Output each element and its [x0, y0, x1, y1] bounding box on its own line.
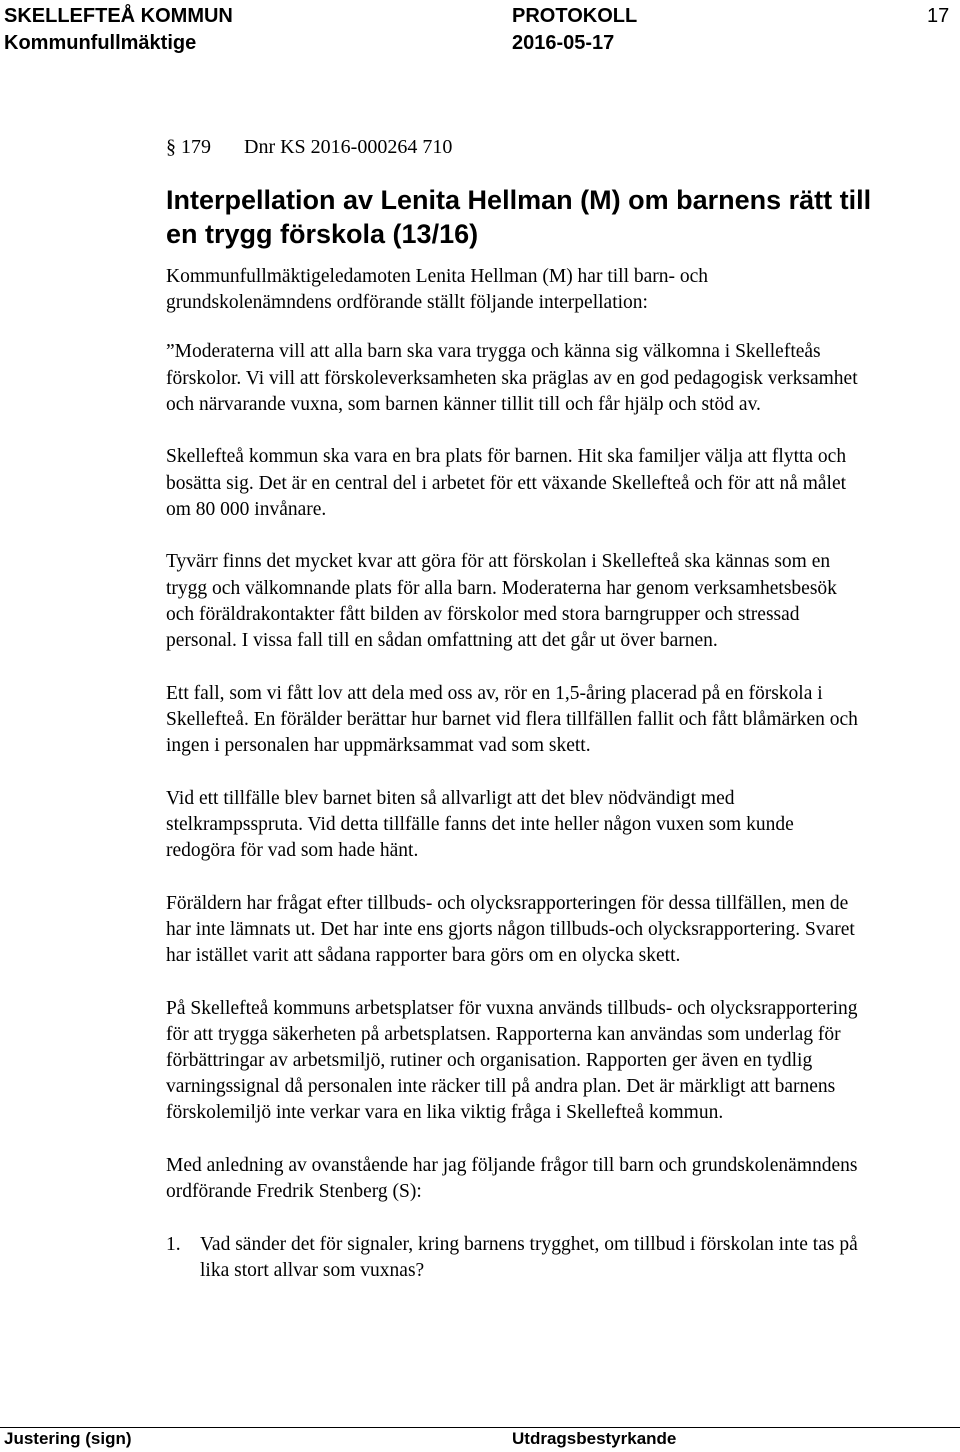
body-paragraph: ”Moderaterna vill att alla barn ska vara trygga och känna sig välkomna i Skellefteås förskolor. Vi vill att förskoleverksamheten ska präglas av en god pedagogisk verksamhet och närvarande vuxna, som barnen känner tillit till och får hjälp och stöd av.	[166, 341, 858, 415]
body-paragraph: Vid ett tillfälle blev barnet biten så allvarligt att det blev nödvändigt med stelkrampsspruta. Vid detta tillfälle fanns det inte heller någon vuxen som kunde redogöra för vad som hade hänt.	[166, 787, 794, 862]
header-body: Kommunfullmäktige	[4, 32, 197, 54]
footer-certification-label: Utdragsbestyrkande	[512, 1429, 677, 1448]
body-paragraph: Ett fall, som vi fått lov att dela med oss av, rör en 1,5-åring placerad på en förskola i Skellefteå. En förälder berättar hur barnet vid flera tillfällen fallit och fått blåmärken och ingen i personalen har uppmärksammat vad som skett.	[166, 682, 858, 757]
section-reference	[166, 135, 452, 159]
section-number: 179	[181, 136, 211, 158]
body-paragraph: På Skellefteå kommuns arbetsplatser för vuxna används tillbuds- och olycksrapportering för att trygga säkerheten på arbetsplatsen. Rapporterna kan användas som underlag för förbättringar av arbetsmiljö, rutiner och organisation. Rapporten ger även en tydlig varningssignal då personalen inte räcker till på andra plan. Det är märkligt att barnens förskolemiljö inte verkar vara en lika viktig fråga i Skellefteå kommun.	[166, 997, 858, 1124]
page-footer	[0, 1427, 960, 1452]
diary-number: Dnr KS 2016-000264 710	[244, 136, 453, 158]
question-number: 1.	[166, 1233, 181, 1255]
section-symbol: §	[166, 136, 176, 158]
intro-paragraph: Kommunfullmäktigeledamoten Lenita Hellman (M) har till barn- och grundskolenämndens ordförande ställt följande interpellation:	[166, 266, 709, 314]
question-text: Vad sänder det för signaler, kring barnens trygghet, om tillbud i förskolan inte tas på lika stort allvar som vuxnas?	[200, 1233, 858, 1282]
body-paragraph: Tyvärr finns det mycket kvar att göra för att förskolan i Skellefteå ska kännas som en trygg och välkomnande plats för alla barn. Moderaterna har genom verksamhetsbesök och föräldrakontakter fått bilden av förskolor med stora barngrupper och stressad personal. I vissa fall till en sådan omfattning att det går ut över barnen.	[166, 551, 837, 652]
footer-signature-label: Justering (sign)	[4, 1429, 132, 1448]
question-list	[166, 1232, 866, 1284]
question-item	[166, 1232, 866, 1284]
header-page-number: 17	[927, 5, 950, 27]
item-title: Interpellation av Lenita Hellman (M) om barnens rätt till en trygg förskola (13/16)	[166, 185, 872, 249]
protocol-body	[166, 264, 866, 1284]
body-paragraph: Med anledning av ovanstående har jag följande frågor till barn och grundskolenämndens ordförande Fredrik Stenberg (S):	[166, 1155, 858, 1203]
body-paragraph: Skellefteå kommun ska vara en bra plats för barnen. Hit ska familjer välja att flytta och bosätta sig. Det är en central del i arbetet för ett växande Skellefteå och för att nå målet om 80 000 invånare.	[166, 446, 847, 520]
header-document-type: PROTOKOLL	[512, 5, 638, 27]
body-paragraph: Föräldern har frågat efter tillbuds- och olycksrapporteringen för dessa tillfällen, men de har inte lämnats ut. Det har inte ens gjorts någon tillbuds-och olycksrapportering. Svaret har istället varit att sådana rapporter bara görs om en olycka skett.	[166, 892, 855, 967]
header-organization: SKELLEFTEÅ KOMMUN	[4, 5, 233, 27]
header-date: 2016-05-17	[512, 32, 615, 54]
